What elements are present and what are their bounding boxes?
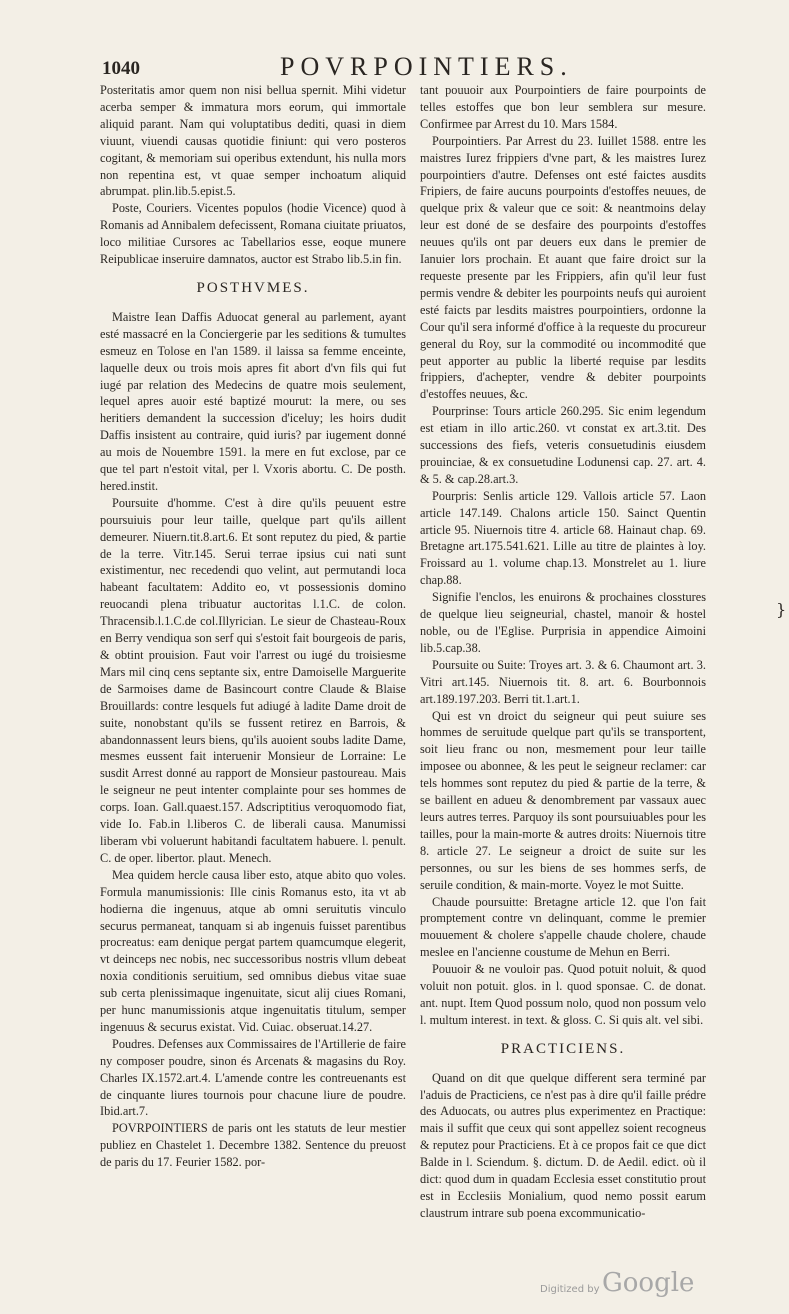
digitized-by-label: Digitized by: [540, 1284, 600, 1295]
section-heading-practiciens: PRACTICIENS.: [500, 1040, 626, 1057]
paragraph: POVRPOINTIERS de paris ont les statuts de leur mestier publiez en Chastelet 1. Decembre 1382. Sentence du preuost de paris du 17. Feurier 1582. por-: [100, 1121, 406, 1170]
paragraph: Mea quidem hercle causa liber esto, atque abito quo voles. Formula manumissionis: Ille cinis Romanus esto, ita vt ab hodierna die ingenuus, atque ab omni seruitutis vinculo securus permaneat, tanquam si ab ingenuis fuisset parentibus procreatus: eam denique pergat partem quamcumque elegerit, vt deinceps nec nobis, nec successoribus nostris vllum debeat noxia conditionis seruitium, sed omnibus diebus vitae suae sub certa plenissimaque ingenuitate, sicut alij ciues Romani, per hunc manumissionis atque ingenuitatis titulum, semper ingenuus & securus existat. Vid. Cuiac. obseruat.14.27.: [100, 867, 406, 1034]
paragraph: Pouuoir & ne vouloir pas. Quod potuit noluit, & quod voluit non potuit. glos. in l. quod sponsae. C. de donat. ant. nupt. Item Quod possum nolo, quod non possum velo l. multum interest. in text. & gloss. C. Si quis alt. vel sibi.: [420, 962, 706, 1027]
paragraph: Poursuite d'homme. C'est à dire qu'ils peuuent estre poursuiuis pour leur taille, quelque part qu'ils aillent demeurer. Niuern.tit.8.art.6. Et sont reputez du pied, & partie de la terre. Vitr.145. Serui terrae ipsius cui nati sunt existimentur, nec recedendi quo velint, aut permutandi loca habeant facultatem: Addito eo, vt possessionis domino reuocandi plena tribuatur auctoritas l.1.C. de colon. Thracensib.l.1.C.de col.Illyrician. Le sieur de Chasteau-Roux en Berry vendiqua son serf qui s'estoit fait bourgeois de paris, & obtint prouision. Faut voir l'arrest ou iugé du troisiesme Mars mil cinq cens septante six, entre Damoiselle Marguerite de Sarmoises dame de Basincourt contre Claude & Blaise Brouillards: contre lesquels fut adiugé à ladite Dame droit de suite, nonobstant qu'ils se fussent retirez en Barrois, & abandonnassent leurs biens, qu'ils auoient soubs ladite Dame, mesmes eussent fait interuenir Monsieur de Lorraine: Le susdit Arrest donné au rapport de Monsieur pastoureau. Mais le seigneur ne peut intenter complainte pour ses hommes de corps. Ioan. Gall.quaest.157. Adscriptitius veroquomodo fiat, vide Io. Fab.in l.liberos C. de liberali causa. Manumissi liberam vbi voluerunt habitandi facultatem habuere. l. penult. C. de oper. libertor. plaut. Menech.: [100, 495, 406, 865]
paragraph: Pourprinse: Tours article 260.295. Sic enim legendum est etiam in illo artic.260. vt constat ex art.3.tit. Des successions des fiefs, veteris consuetudinis eiusdem prouinciae, & ex consuetudine Lodunensi cap. 27. art. 4. & 5. & cap.28.art.3.: [420, 404, 706, 486]
paragraph: Pourpris: Senlis article 129. Vallois article 57. Laon article 147.149. Chalons article 150. Sainct Quentin article 95. Niuernois titre 4. article 68. Hainaut chap. 69. Bretagne art.175.541.621. Lille au titre de plaintes à loy. Froissard au 1. volume chap.13. Monstrelet au 1. liure chap.88.: [420, 488, 706, 588]
paragraph: Pourpointiers. Par Arrest du 23. Iuillet 1588. entre les maistres Iurez frippiers d'vne part, & les maistres Iurez pourpointiers d'autre. Defenses ont esté faictes ausdits Fripiers, de faire aucuns pourpoints d'estoffes neuues, de quelque prix & valeur que ce soit: & neantmoins delay leur est doné de se desfaire des pourpoints d'estoffes neuues qu'ils ont par deuers eux dans le premier de Ianuier lors prochain. Et auant que faire droict sur la requeste presente par les Frippiers, afin qu'il leur fust permis vendre & debiter les pourpoints neufs qui auroient esté faicts par lesdits maistres pourpointiers, ordonne la Cour qu'il sera informé d'office à la requeste du procureur general du Roy, sur la commodité ou incommodité que peut apporter au public la liberté requise par lesdits frippiers, d'achepter, vendre & debiter pourpoints d'estoffes neuues, &c.: [420, 133, 706, 402]
right-column: [420, 82, 706, 1222]
paragraph: Qui est vn droict du seigneur qui peut suiure ses hommes de seruitude quelque part qu'ils se transportent, soit lieu franc ou non, mesmement pour leur taille imposee ou abonnee, & les peut le seigneur reclamer: car tels hommes sont reputez du pied & partie de la terre, & se baillent en adueu & denombrement par vassaux auec leurs autres terres. Parquoy ils sont poursuiuables pour les tailles, pour la main-morte & autres droits: Niuernois titre 8. article 27. Le seigneur a droict de suite sur les personnes, ou sur les biens de ses hommes serfs, de seruile condition, & main-morte. Voyez le mot Suitte.: [420, 708, 706, 892]
digitized-watermark: [540, 1268, 770, 1302]
paragraph: Poudres. Defenses aux Commissaires de l'Artillerie de faire ny composer poudre, sinon és Arcenats & magasins du Roy. Charles IX.1572.art.4. L'amende contre les contreuenants est de cinquante liures tournois pour chacune liure de poudre. Ibid.art.7.: [100, 1036, 406, 1119]
running-title: POVRPOINTIERS.: [280, 52, 573, 81]
paragraph: Signifie l'enclos, les enuirons & prochaines closstures de quelque lieu seigneurial, chastel, manoir & hostel noble, ou de l'Eglise. Purprisia in appendice Aimoini lib.5.cap.38.: [420, 590, 706, 655]
paragraph: Quand on dit que quelque different sera terminé par l'aduis de Practiciens, ce n'est pas à dire qu'il faille prédre des Aduocats, ou autres plus experimentez en Practique: mais il suffit que ceux qui sont appellez soient recogneus & reputez pour Practiciens. Et à ce propos fait ce que dict Balde in l. Sciendum. §. dictum. D. de Aedil. edict. où il dict: quod dum in quadam Ecclesia esset constitutio prout est in Ecclesiis Monialium, quod nemo possit earum claustrum intrare sub poena excommunicatio-: [420, 1070, 706, 1220]
paragraph: Maistre Iean Daffis Aduocat general au parlement, ayant esté massacré en la Conciergerie par les seditions & tumultes esmeuz en Tolose en l'an 1589. il laissa sa femme enceinte, laquelle deux ou trois mois apres fit abort d'vn fils qui fut iugé par relation des Medecins de quatre mois seulement, lequel apres auoir esté baptizé mourut: la mere, ou ses heritiers demandent la succession d'iceluy; les hoirs dudit Daffis insistent au contraire, quid iuris? par iugement donné au mois de Nouembre 1591. la mere en fut exclose, par ce que tel part n'estoit vital, per l. Vxoris abortu. C. De posth. hered.instit.: [100, 309, 406, 493]
left-column: [100, 82, 406, 1171]
paragraph: Poste, Couriers. Vicentes populos (hodie Vicence) quod à Romanis ad Annibalem defecissent, Romana ciuitate priuatos, loco militiae Cursores ac Tabellarios esse, eoque munere Reipublicae inseruire damnatos, auctor est Strabo lib.5.in fin.: [100, 201, 406, 267]
page-header: [100, 52, 700, 82]
google-logo: Google: [602, 1268, 695, 1298]
paragraph: Chaude poursuitte: Bretagne article 12. que l'on fait promptement contre vn delinquant, comme le premier mouuement & cholere s'appelle chaude cholere, chaude meslee en l'ancienne coustume de Mehun en Berri.: [420, 894, 706, 960]
paragraph: Poursuite ou Suite: Troyes art. 3. & 6. Chaumont art. 3. Vitri art.145. Niuernois tit. 8. art. 6. Bourbonnois art.189.197.203. Berri tit.1.art.1.: [420, 657, 706, 706]
paragraph: tant pouuoir aux Pourpointiers de faire pourpoints de telles estoffes que bon leur semblera sur mesure. Confirmee par Arrest du 10. Mars 1584.: [420, 83, 706, 131]
section-heading-posthumes: POSTHVMES.: [196, 279, 310, 296]
margin-marker: }: [776, 600, 787, 619]
paragraph: Posteritatis amor quem non nisi bellua spernit. Mihi videtur acerba semper & immatura mors eorum, qui immortale aliquid parant. Nam qui voluptatibus dediti, quasi in diem viuunt, viuendi causas quotidie finiunt: qui vero posteros cogitant, & memoriam sui operibus extendunt, his nulla mors non repentina est, vt quae semper inchoatum aliquid abrumpat. plin.lib.5.epist.5.: [100, 83, 406, 199]
page-number: 1040: [102, 58, 140, 79]
